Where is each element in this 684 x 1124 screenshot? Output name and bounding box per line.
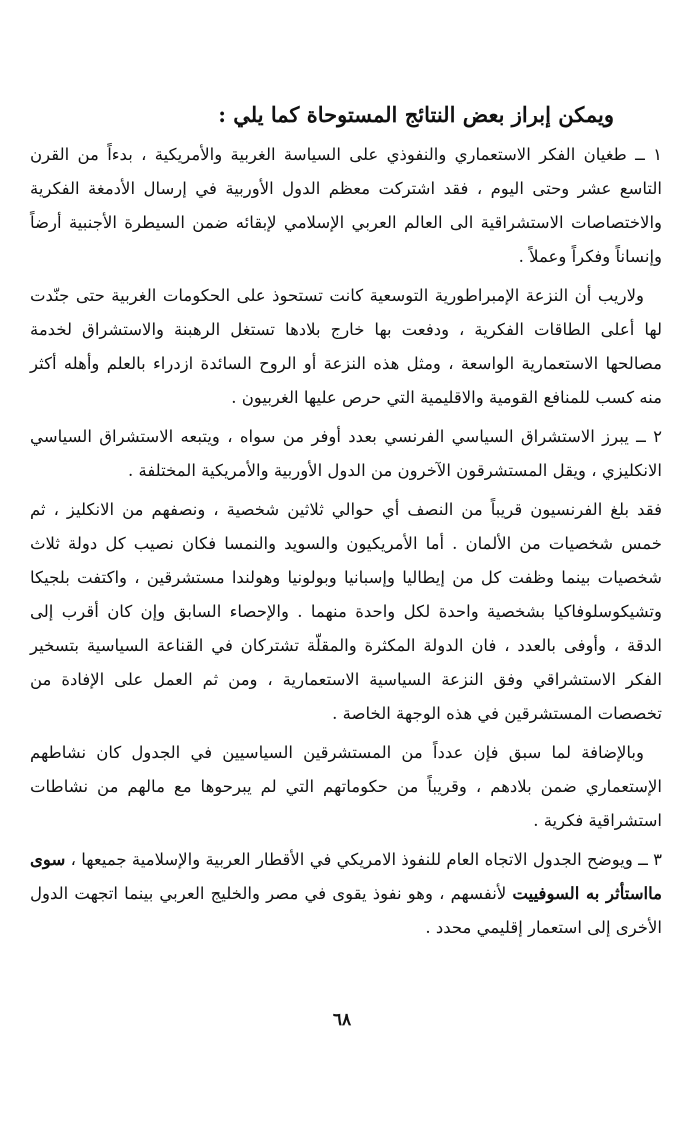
paragraph-imperial-tendency: ولاريب أن النزعة الإمبراطورية التوسعية كانت تستحوذ على الحكومات الغربية حتى جنّدت لها أعلى الطاقات الفكرية ، ودفعت بها خارج بلادها تستغل الرهبنة والاستشراق لخدمة مصالحها الاستعمارية الواسعة ، ومثل هذه النزعة أو الروح السائدة ازدراء بالعلم وأهله أكثر منه كسب للمنافع القومية والاقليمية التي حرص عليها الغربيون . (30, 286, 662, 407)
page-body (30, 98, 662, 950)
page-number: ٦٨ (332, 1010, 352, 1030)
paragraph-nationality-counts: فقد بلغ الفرنسيون قريباً من النصف أي حوالي ثلاثين شخصية ، ونصفهم من الانكليز ، ثم خمس شخصيات من الألمان . أما الأمريكيون والسويد والنمسا فكان نصيب كل دولة ثلاث شخصيات بينما وظفت كل من إيطاليا وإسبانيا وبولونيا وهولندا مستشرقين ، واكتفت بلجيكا وتشيكوسلوفاكيا بشخصية واحدة لكل واحدة منهما . والإحصاء السابق وإن كان أقرب إلى الدقة ، وأوفى بالعدد ، فان الدولة المكثرة والمقلّة تشتركان في القناعة السياسية بتسخير الفكر الاستشراقي وفق النزعة السياسية الاستعمارية ، ومن ثم العمل على الإفادة من تخصصات المستشرقين في هذه الوجهة الخاصة . (30, 500, 662, 723)
paragraph-point-two: ٢ ــ يبرز الاستشراق السياسي الفرنسي بعدد أوفر من سواه ، ويتبعه الاستشراق السياسي الانكليزي ، ويقل المستشرقون الآخرون من الدول الأوربية والأمريكية المختلفة . (30, 427, 662, 480)
point-three-bold-phrase: سوى مااستأثر به السوفييت (30, 850, 663, 903)
point-three-text-start: ٣ ــ ويوضح الجدول الاتجاه العام للنفوذ الامريكي في الأقطار العربية والإسلامية جميعها ، (65, 850, 662, 869)
paragraph-point-one: ١ ــ طغيان الفكر الاستعماري والنفوذي على السياسة الغربية والأمريكية ، بدءاً من القرن التاسع عشر وحتى اليوم ، فقد اشتركت معظم الدول الأوربية في إرسال الأدمغة الفكرية والاختصاصات الاستشراقية الى العالم العربي الإسلامي لإبقائه ضمن السيطرة الأجنبية أرضاً وإنساناً وفكراً وعملاً . (30, 145, 662, 266)
section-heading: ويمكن إبراز بعض النتائج المستوحاة كما يلي : (218, 102, 614, 127)
point-three-text-end: لأنفسهم ، وهو نفوذ يقوى في مصر والخليج العربي بينما اتجهت الدول الأخرى إلى استعمار إقليمي محدد . (30, 884, 662, 937)
paragraph-colonial-activity: وبالإضافة لما سبق فإن عدداً من المستشرقين السياسيين في الجدول كان نشاطهم الإستعماري ضمن بلادهم ، وقريباً من حكوماتهم التي لم يبرحوها مع مالهم من نشاطات استشراقية فكرية . (30, 743, 662, 830)
paragraph-point-three (30, 843, 662, 945)
